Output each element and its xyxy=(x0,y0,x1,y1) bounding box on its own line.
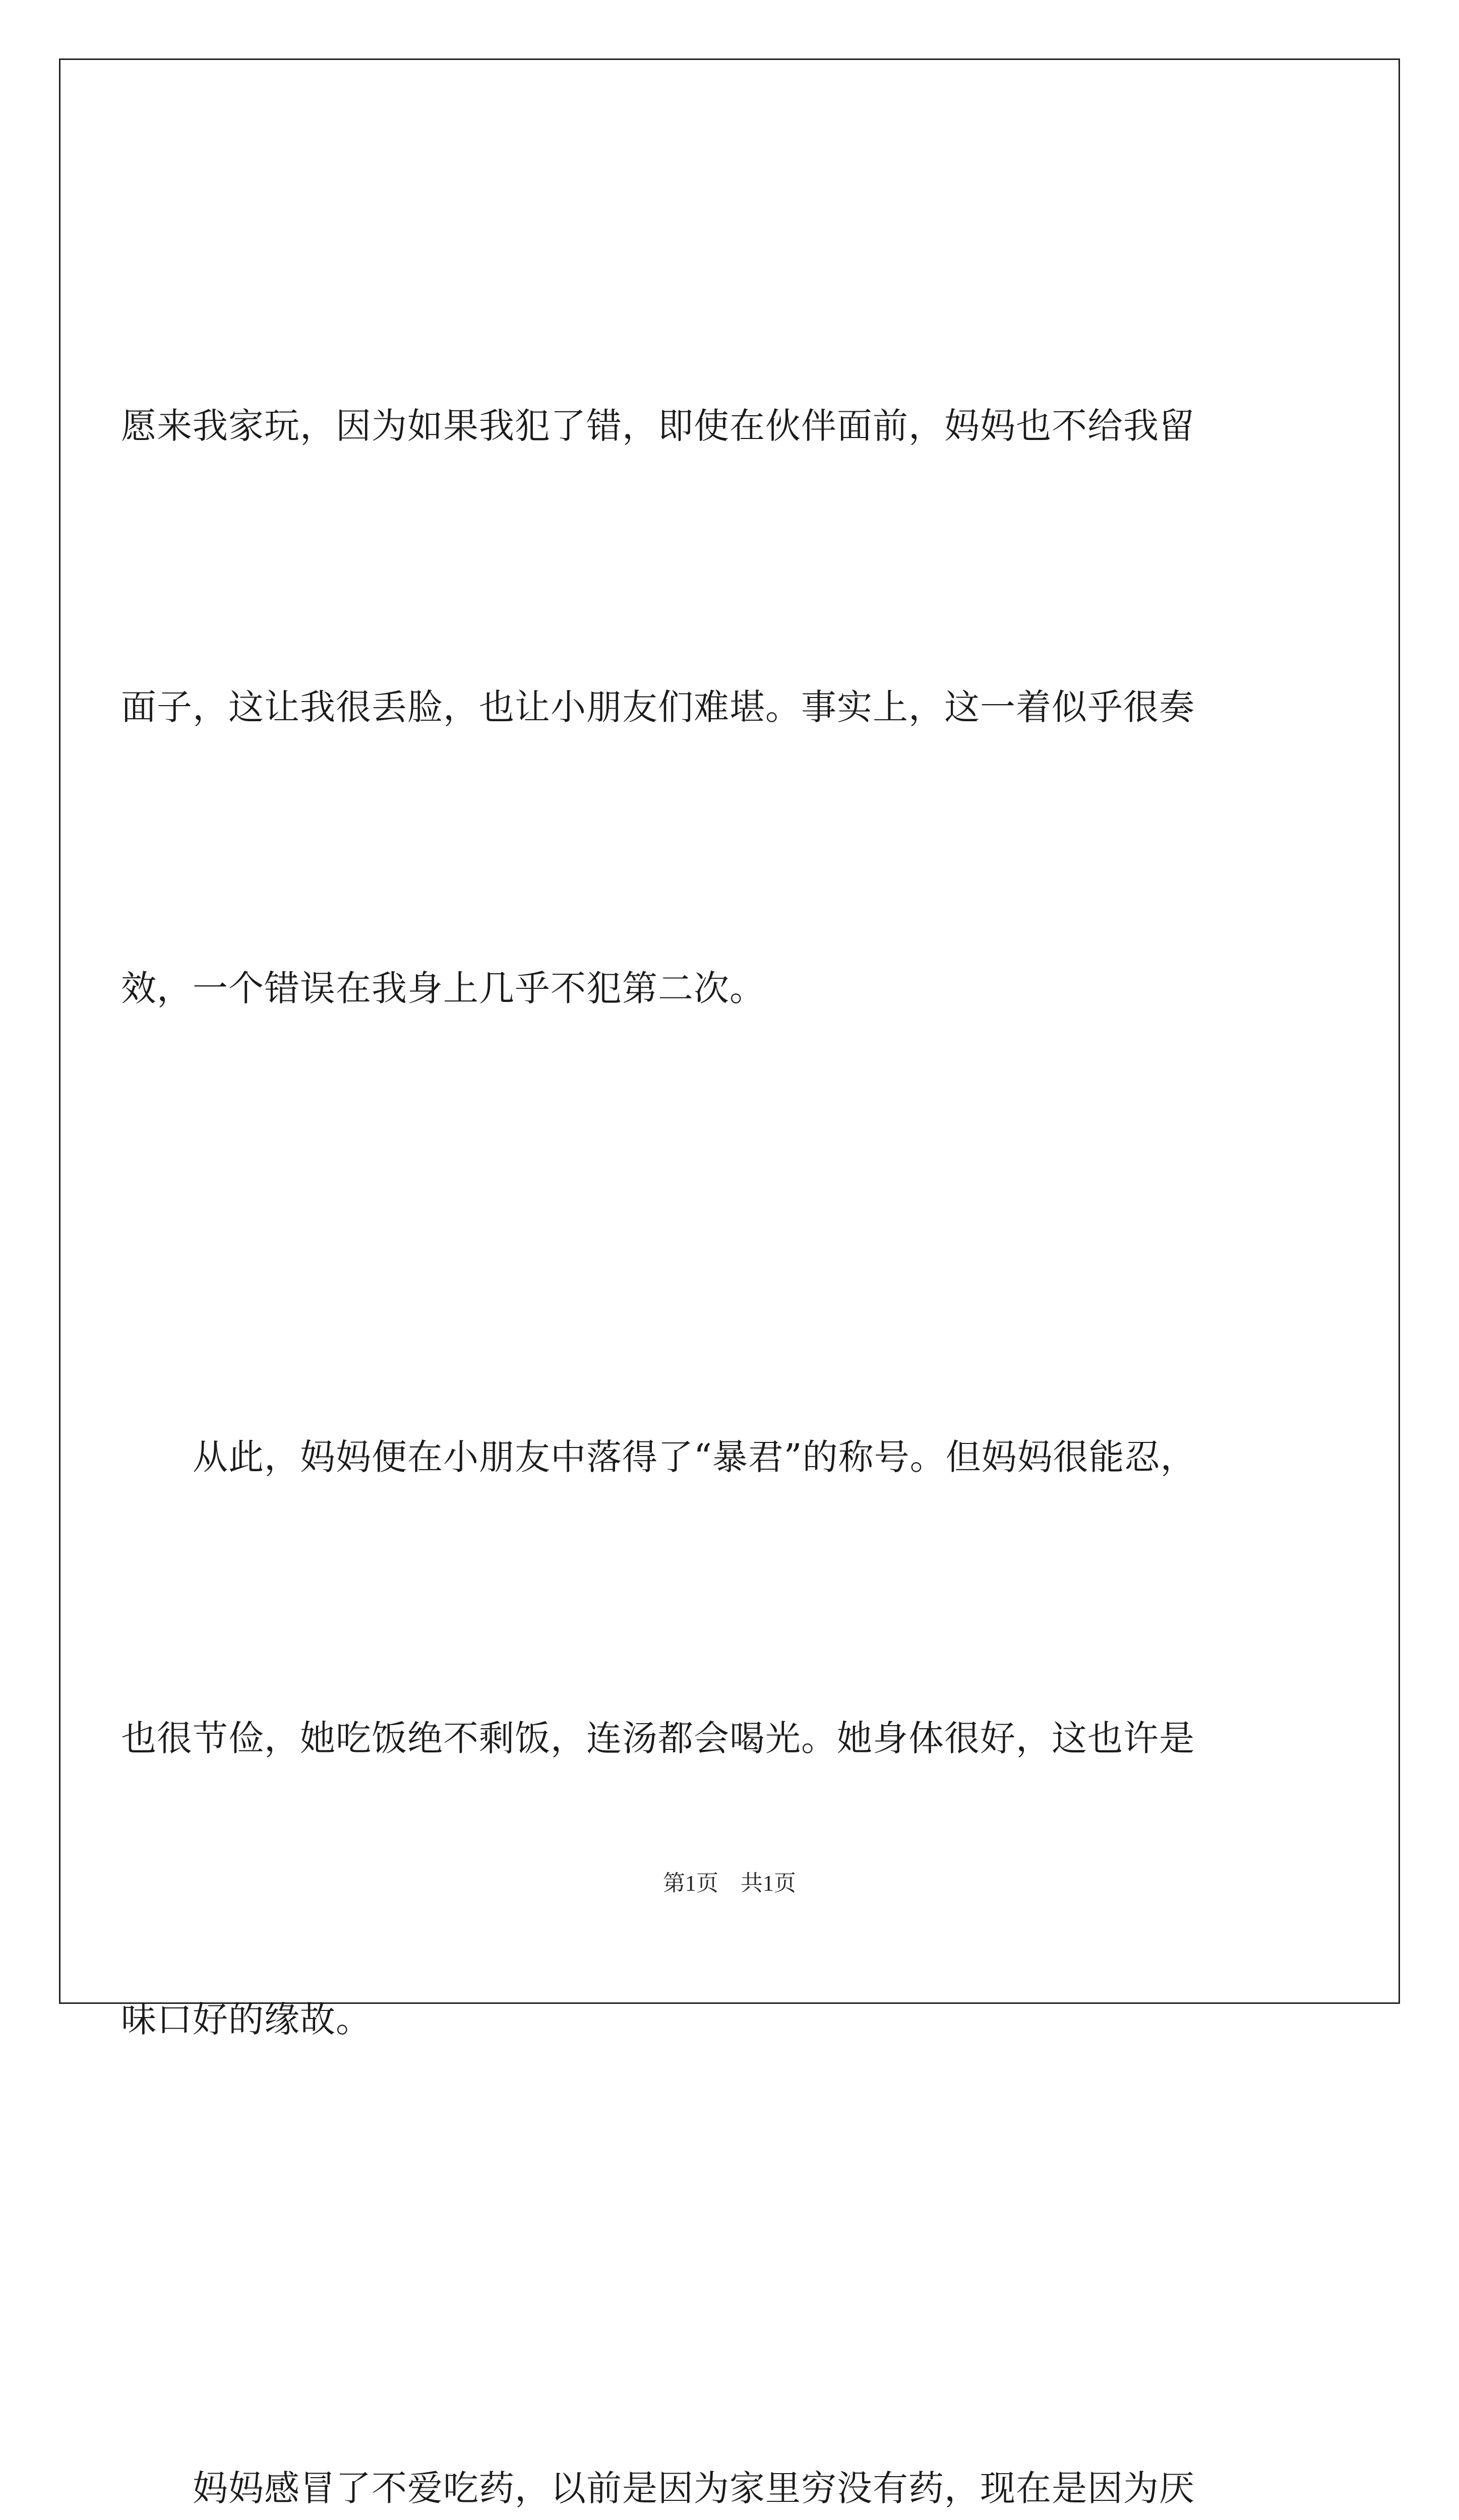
page-footer: 第1页 共1页 xyxy=(663,1871,796,1896)
text-line: 面子，这让我很丢脸，也让小朋友们难堪。事实上，这一着似乎很奏 xyxy=(121,686,1195,728)
paragraph-2 xyxy=(121,1243,1361,2274)
text-line: 愿来我家玩，因为如果我犯了错，即使在伙伴面前，妈妈也不给我留 xyxy=(121,405,1195,447)
paragraph-3 xyxy=(121,2274,1361,2520)
text-line: 味口好的缘故。 xyxy=(121,1999,372,2040)
paragraph-1 xyxy=(121,212,1361,1243)
text-line: 效，一个错误在我身上几乎不犯第二次。 xyxy=(121,968,765,1009)
text-line: 也很节俭，她吃饭绝不剩饭，连汤都会喝光。她身体很好，这也许是 xyxy=(121,1718,1195,1759)
text-line: 妈妈感冒了不爱吃药，以前是因为家里穷没有药，现在是因为厌 xyxy=(121,2468,1195,2509)
text-line: 从此，妈妈便在小朋友中落得了“暴君”的称号。但妈妈很能忍， xyxy=(121,1436,1196,1478)
document-body xyxy=(121,212,1361,2520)
